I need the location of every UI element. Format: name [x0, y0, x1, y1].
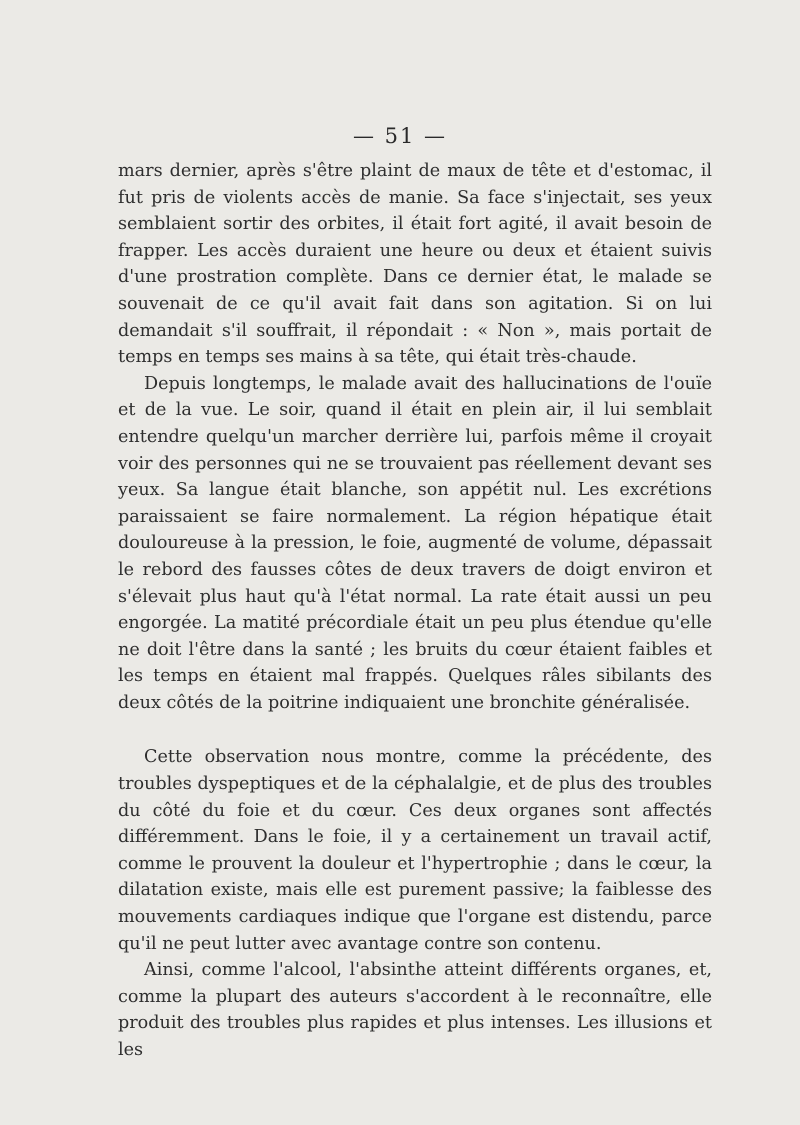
paragraph-gap — [118, 716, 712, 744]
body-text — [118, 158, 712, 1064]
paragraph-2: Depuis longtemps, le malade avait des hallucinations de l'ouïe et de la vue. Le soir, quand il était en plein air, il lui semblait entendre quelqu'un marcher derrière lui, parfois même il croyait voir des personnes qui ne se trouvaient pas réellement devant ses yeux. Sa langue était blanche, son appétit nul. Les excrétions paraissaient se faire normalement. La région hépatique était douloureuse à la pression, le foie, augmenté de volume, dépassait le rebord des fausses côtes de deux travers de doigt environ et s'élevait plus haut qu'à l'état normal. La rate était aussi un peu engorgée. La matité précordiale était un peu plus étendue qu'elle ne doit l'être dans la santé ; les bruits du cœur étaient faibles et les temps en étaient mal frappés. Quelques râles sibilants des deux côtés de la poitrine indiquaient une bronchite généralisée. — [118, 373, 712, 713]
paragraph-1: mars dernier, après s'être plaint de maux de tête et d'estomac, il fut pris de violents accès de manie. Sa face s'injectait, ses yeux semblaient sortir des orbites, il était fort agité, il avait besoin de frapper. Les accès duraient une heure ou deux et étaient suivis d'une prostration complète. Dans ce dernier état, le malade se souvenait de ce qu'il avait fait dans son agitation. Si on lui demandait s'il souffrait, il répondait : « Non », mais portait de temps en temps ses mains à sa tête, qui était très-chaude. — [118, 161, 712, 368]
paragraph-3: Cette observation nous montre, comme la précédente, des troubles dyspeptiques et de la céphalalgie, et de plus des troubles du côté du foie et du cœur. Ces deux organes sont affectés différemment. Dans le foie, il y a certainement un travail actif, comme le prouvent la douleur et l'hypertrophie ; dans le cœur, la dilatation existe, mais elle est purement passive; la faiblesse des mouvements cardiaques indique que l'organe est distendu, parce qu'il ne peut lutter avec avantage contre son contenu. — [118, 747, 712, 954]
paragraph-4: Ainsi, comme l'alcool, l'absinthe atteint différents organes, et, comme la plupart des auteurs s'accordent à le reconnaître, elle produit des troubles plus rapides et plus intenses. Les illusions et les — [118, 960, 712, 1060]
page-number: — 51 — — [352, 124, 448, 148]
